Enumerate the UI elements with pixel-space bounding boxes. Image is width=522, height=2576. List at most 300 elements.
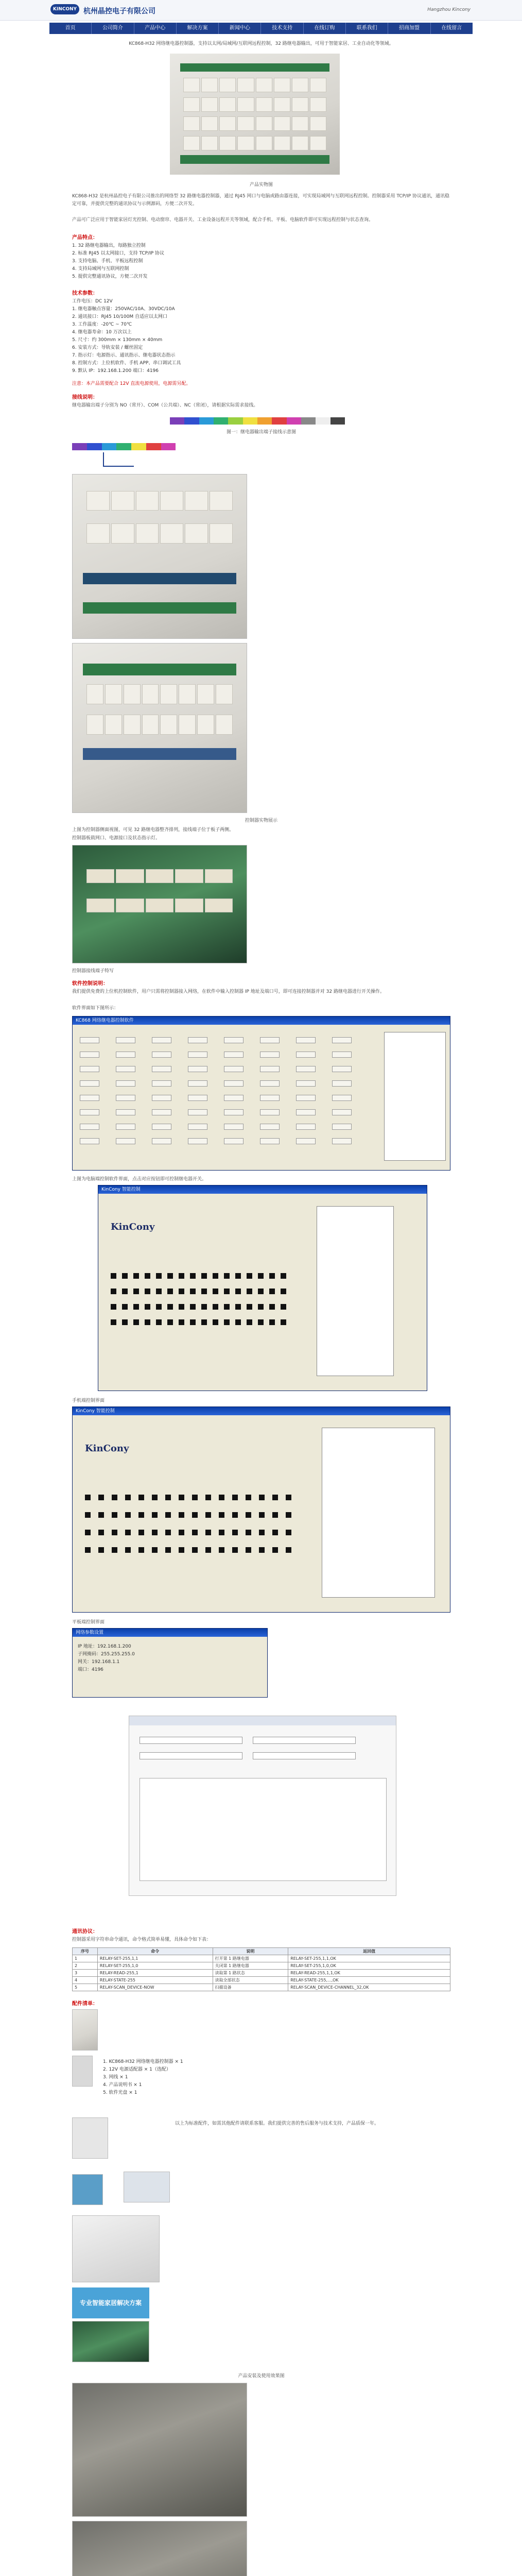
software-title: 软件控制说明： [72,981,108,987]
relay-indicator[interactable] [165,1512,171,1518]
relay-indicator[interactable] [281,1273,286,1279]
relay-indicator[interactable] [213,1289,218,1294]
relay-indicator[interactable] [85,1547,91,1553]
relay-button[interactable] [296,1052,316,1058]
relay-indicator[interactable] [269,1289,275,1294]
log-pane[interactable] [322,1428,435,1598]
relay-indicator[interactable] [167,1319,173,1325]
relay-button[interactable] [224,1037,243,1043]
relay-button[interactable] [116,1066,135,1072]
nav-item-contact[interactable]: 联系我们 [346,23,388,34]
relay-button[interactable] [260,1095,280,1101]
table-cell: RELAY-READ-255,1,1,OK [288,1970,450,1977]
column-header: 序号 [73,1948,98,1955]
table-cell: RELAY-SET-255,1,1 [97,1955,213,1962]
relay-indicator[interactable] [152,1495,158,1500]
accessory-photo-2 [72,2056,93,2087]
log-pane[interactable] [317,1206,394,1376]
form-input[interactable] [140,1752,242,1759]
relay-indicator[interactable] [281,1304,286,1310]
relay-indicator[interactable] [122,1304,128,1310]
wiring-caption: 图一：继电器输出端子接线示意图 [226,430,296,435]
relay-indicator[interactable] [192,1547,198,1553]
relay-indicator[interactable] [224,1273,230,1279]
table-cell: 扫描设备 [213,1984,288,1991]
relay-indicator[interactable] [224,1304,230,1310]
relay-indicator[interactable] [201,1289,207,1294]
relay-indicator[interactable] [224,1319,230,1325]
list-item: 2. 通讯接口：RJ45 10/100M 自适应以太网口 [72,314,167,319]
network-settings-window [72,1628,268,1698]
relay-indicator[interactable] [246,1547,251,1553]
relay-indicator[interactable] [259,1530,265,1535]
relay-indicator[interactable] [156,1273,162,1279]
table-row [73,1962,450,1970]
relay-indicator[interactable] [247,1304,252,1310]
network-field[interactable]: 端口：4196 [78,1667,103,1672]
software-caption-1: 上图为电脑端控制软件界面，点击对应按钮即可控制继电器开关。 [72,1177,207,1182]
relay-button[interactable] [296,1080,316,1087]
relay-indicator[interactable] [258,1319,264,1325]
relay-indicator[interactable] [246,1530,251,1535]
network-field[interactable]: IP 地址：192.168.1.200 [78,1644,131,1649]
relay-button[interactable] [116,1037,135,1043]
relay-button[interactable] [224,1124,243,1130]
product-photo-caption: 产品实物图 [249,182,273,188]
list-item: 4. 继电器寿命：10 万次以上 [72,330,132,335]
site-header [0,0,522,21]
accessory-list [103,2058,183,2097]
network-field[interactable]: 网关：192.168.1.1 [78,1659,120,1665]
relay-indicator[interactable] [205,1495,211,1500]
relay-indicator[interactable] [156,1319,162,1325]
list-item: 7. 指示灯：电源指示、通讯指示、继电器状态指示 [72,353,176,358]
relay-button[interactable] [296,1138,316,1144]
relay-button[interactable] [116,1095,135,1101]
relay-button[interactable] [188,1080,207,1087]
relay-indicator[interactable] [98,1495,104,1500]
relay-button[interactable] [224,1109,243,1115]
relay-indicator[interactable] [111,1273,116,1279]
relay-button[interactable] [188,1124,207,1130]
relay-indicator[interactable] [286,1512,291,1518]
relay-button[interactable] [260,1124,280,1130]
relay-indicator[interactable] [112,1530,117,1535]
relay-indicator[interactable] [192,1495,198,1500]
table-cell: RELAY-SET-255,1,1,OK [288,1955,450,1962]
relay-button[interactable] [296,1037,316,1043]
relay-indicator[interactable] [259,1495,265,1500]
table-cell: 3 [73,1970,98,1977]
relay-indicator[interactable] [190,1289,196,1294]
relay-button[interactable] [80,1138,99,1144]
relay-indicator[interactable] [201,1304,207,1310]
relay-button[interactable] [188,1138,207,1144]
relay-indicator[interactable] [145,1304,150,1310]
list-item: 3. 支持电脑、手机、平板远程控制 [72,259,143,264]
relay-indicator[interactable] [205,1530,211,1535]
relay-button[interactable] [260,1066,280,1072]
relay-button[interactable] [332,1138,352,1144]
relay-indicator[interactable] [122,1273,128,1279]
relay-indicator[interactable] [138,1512,144,1518]
list-item: 4. 支持局域网与互联网控制 [72,266,129,272]
relay-button[interactable] [80,1080,99,1087]
relay-indicator[interactable] [125,1530,131,1535]
relay-indicator[interactable] [235,1273,241,1279]
relay-indicator[interactable] [179,1495,184,1500]
relay-button[interactable] [188,1037,207,1043]
relay-indicator[interactable] [232,1495,238,1500]
form-input[interactable] [140,1737,242,1744]
relay-indicator[interactable] [167,1289,173,1294]
relay-button[interactable] [188,1052,207,1058]
relay-indicator[interactable] [286,1530,291,1535]
list-item: 3. 网线 × 1 [103,2075,128,2080]
relay-button[interactable] [224,1095,243,1101]
relay-indicator[interactable] [145,1319,150,1325]
specs-title: 技术参数： [72,291,98,296]
relay-indicator[interactable] [167,1273,173,1279]
relay-indicator[interactable] [258,1273,264,1279]
table-cell: RELAY-SET-255,1,0 [97,1962,213,1970]
relay-indicator[interactable] [112,1495,117,1500]
column-header: 命令 [97,1948,213,1955]
accessories-title: 配件清单： [72,2001,98,2007]
device-photo-2 [72,643,247,813]
relay-indicator[interactable] [152,1530,158,1535]
relay-indicator[interactable] [133,1289,139,1294]
relay-indicator[interactable] [219,1547,224,1553]
relay-button[interactable] [332,1109,352,1115]
list-item: 工作电压：DC 12V [72,299,113,304]
relay-indicator[interactable] [179,1304,184,1310]
relay-button[interactable] [332,1080,352,1087]
column-header: 说明 [213,1948,288,1955]
relay-indicator[interactable] [133,1319,139,1325]
relay-indicator[interactable] [247,1289,252,1294]
relay-indicator[interactable] [179,1289,184,1294]
relay-indicator[interactable] [85,1512,91,1518]
relay-button[interactable] [332,1066,352,1072]
relay-indicator[interactable] [85,1530,91,1535]
relay-indicator[interactable] [219,1512,224,1518]
software-window-1 [72,1016,450,1171]
desc-paragraph-2: 产品可广泛应用于智能家居灯光控制、电动窗帘、电器开关、工业设备远程开关等领域，配合手机、平板、电脑软件即可实现远程控制与状态查询。 [72,217,374,223]
specs-list [72,298,450,375]
protocol-table [72,1947,450,1991]
relay-indicator[interactable] [205,1512,211,1518]
relay-indicator[interactable] [111,1304,116,1310]
relay-indicator[interactable] [125,1547,131,1553]
list-item: 5. 尺寸：约 300mm × 130mm × 40mm [72,337,163,343]
company-name: 杭州晶控电子有限公司 [83,7,155,15]
wire-line [103,466,134,467]
table-row [73,1977,450,1984]
accessory-photo-4 [72,2174,103,2205]
relay-indicator[interactable] [125,1495,131,1500]
relay-indicator[interactable] [213,1304,218,1310]
relay-indicator[interactable] [192,1512,198,1518]
relay-button[interactable] [188,1095,207,1101]
relay-indicator[interactable] [138,1547,144,1553]
relay-indicator[interactable] [152,1512,158,1518]
board-photo [72,2321,149,2362]
relay-indicator[interactable] [112,1547,117,1553]
relay-indicator[interactable] [213,1273,218,1279]
relay-button[interactable] [224,1052,243,1058]
relay-indicator[interactable] [232,1512,238,1518]
nav-item-support[interactable]: 技术支持 [261,23,303,34]
relay-button[interactable] [260,1037,280,1043]
relay-indicator[interactable] [272,1530,278,1535]
relay-indicator[interactable] [190,1273,196,1279]
relay-indicator[interactable] [258,1304,264,1310]
relay-button[interactable] [116,1138,135,1144]
relay-indicator[interactable] [165,1495,171,1500]
list-item: 5. 提供完整通讯协议，方便二次开发 [72,274,148,279]
relay-indicator[interactable] [179,1512,184,1518]
nav-item-solutions[interactable]: 解决方案 [177,23,219,34]
relay-button[interactable] [332,1052,352,1058]
table-cell: 读取全部状态 [213,1977,288,1984]
table-cell: 4 [73,1977,98,1984]
relay-indicator[interactable] [179,1273,184,1279]
relay-indicator[interactable] [269,1273,275,1279]
relay-indicator[interactable] [152,1547,158,1553]
relay-button[interactable] [260,1052,280,1058]
nav-item-join[interactable]: 招商加盟 [388,23,430,34]
relay-indicator[interactable] [281,1319,286,1325]
relay-button[interactable] [296,1109,316,1115]
nav-item-message[interactable]: 在线留言 [441,25,462,31]
relay-indicator[interactable] [145,1273,150,1279]
relay-button[interactable] [152,1109,171,1115]
wiring-color-strip [170,417,345,425]
relay-button[interactable] [260,1138,280,1144]
relay-indicator[interactable] [138,1530,144,1535]
relay-indicator[interactable] [167,1304,173,1310]
kincony-logo: KinCony [85,1443,129,1454]
relay-indicator[interactable] [247,1273,252,1279]
main-nav [49,23,473,34]
relay-indicator[interactable] [272,1547,278,1553]
relay-indicator[interactable] [235,1289,241,1294]
relay-button[interactable] [152,1037,171,1043]
table-cell: 读取第 1 路状态 [213,1970,288,1977]
form-header [129,1716,396,1725]
relay-button[interactable] [116,1080,135,1087]
software-paragraph-1: 我们提供免费的上位机控制软件，用户只需将控制器接入网络，在软件中输入控制器 IP 地址及端口号，即可连接控制器并对 32 路继电器进行开关操作。 [72,989,385,994]
relay-indicator[interactable] [235,1304,241,1310]
window-title: KinCony 智能控制 [98,1185,427,1194]
kincony-logo: KinCony [111,1222,155,1232]
table-cell: 关闭第 1 路继电器 [213,1962,288,1970]
relay-button[interactable] [80,1109,99,1115]
form-input[interactable] [253,1737,356,1744]
relay-button[interactable] [224,1066,243,1072]
relay-indicator[interactable] [219,1530,224,1535]
relay-indicator[interactable] [125,1512,131,1518]
relay-indicator[interactable] [190,1319,196,1325]
table-cell: 1 [73,1955,98,1962]
relay-indicator[interactable] [156,1304,162,1310]
assembly-photo-1 [72,2383,247,2517]
relay-indicator[interactable] [98,1547,104,1553]
relay-indicator[interactable] [85,1495,91,1500]
relay-button[interactable] [188,1066,207,1072]
list-item: 2. 标准 RJ45 以太网接口，支持 TCP/IP 协议 [72,251,165,256]
relay-button[interactable] [260,1080,280,1087]
relay-indicator[interactable] [219,1495,224,1500]
relay-button[interactable] [80,1052,99,1058]
list-item: 1. 32 路继电器输出，每路独立控制 [72,243,146,248]
relay-button[interactable] [152,1095,171,1101]
relay-button[interactable] [332,1037,352,1043]
intro-text: KC868-H32 网络继电器控制器，支持以太网/局域网/互联网远程控制，32 路继电器输出，可用于智能家居、工业自动化等领域。 [129,41,394,46]
relay-button[interactable] [116,1052,135,1058]
relay-indicator[interactable] [122,1289,128,1294]
photo-caption-1: 控制器实物展示 [245,818,277,823]
relay-indicator[interactable] [281,1289,286,1294]
header-slogan: Hangzhou Kincony [427,7,471,12]
nav-item-order[interactable]: 在线订购 [304,23,346,34]
assembly-photo-2 [72,2521,247,2576]
relay-indicator[interactable] [232,1547,238,1553]
relay-indicator[interactable] [98,1512,104,1518]
table-cell: 5 [73,1984,98,1991]
form-input[interactable] [253,1752,356,1759]
relay-button[interactable] [296,1124,316,1130]
network-field[interactable]: 子网掩码：255.255.255.0 [78,1652,135,1657]
relay-button[interactable] [80,1095,99,1101]
list-item: 5. 软件光盘 × 1 [103,2090,137,2095]
relay-button[interactable] [188,1109,207,1115]
logo[interactable]: KINCONY [50,4,79,14]
relay-indicator[interactable] [179,1547,184,1553]
relay-indicator[interactable] [165,1530,171,1535]
software-caption-2: 手机端控制界面 [72,1398,105,1403]
relay-indicator[interactable] [269,1304,275,1310]
relay-indicator[interactable] [122,1319,128,1325]
list-item: 1. 继电器触点容量：250VAC/10A、30VDC/10A [72,307,175,312]
window-title: 网络参数设置 [73,1629,267,1637]
relay-indicator[interactable] [247,1319,252,1325]
relay-indicator[interactable] [111,1289,116,1294]
list-item: 2. 12V 电源适配器 × 1（选配） [103,2067,171,2072]
relay-indicator[interactable] [156,1289,162,1294]
relay-indicator[interactable] [258,1289,264,1294]
relay-indicator[interactable] [201,1319,207,1325]
assembly-caption: 产品安装及使用效果图 [238,2374,285,2379]
relay-button[interactable] [152,1080,171,1087]
relay-button[interactable] [80,1066,99,1072]
nav-item-about[interactable]: 公司简介 [92,23,134,34]
device-photo-3 [72,845,247,963]
relay-indicator[interactable] [190,1304,196,1310]
table-cell: 打开第 1 路继电器 [213,1955,288,1962]
terminal-color-strip [72,443,190,450]
relay-indicator[interactable] [272,1512,278,1518]
relay-indicator[interactable] [246,1512,251,1518]
nav-item-home[interactable]: 首页 [49,23,92,34]
relay-button[interactable] [80,1124,99,1130]
software-window-2 [98,1185,427,1391]
window-title: KC868 网络继电器控制软件 [73,1016,450,1025]
relay-indicator[interactable] [179,1530,184,1535]
relay-indicator[interactable] [232,1530,238,1535]
relay-indicator[interactable] [259,1512,265,1518]
relay-indicator[interactable] [224,1289,230,1294]
relay-indicator[interactable] [259,1547,265,1553]
list-item: 4. 产品说明书 × 1 [103,2082,142,2088]
relay-button[interactable] [224,1080,243,1087]
table-cell: RELAY-SCAN_DEVICE-CHANNEL_32,OK [288,1984,450,1991]
column-header: 返回值 [288,1948,450,1955]
relay-indicator[interactable] [286,1547,291,1553]
relay-indicator[interactable] [133,1304,139,1310]
nav-item-products[interactable]: 产品中心 [134,23,177,34]
relay-indicator[interactable] [138,1495,144,1500]
relay-button[interactable] [224,1138,243,1144]
relay-button[interactable] [152,1124,171,1130]
relay-indicator[interactable] [98,1530,104,1535]
relay-indicator[interactable] [213,1319,218,1325]
solution-banner: 专业智能家居解决方案 [72,2287,149,2318]
relay-indicator[interactable] [286,1495,291,1500]
device-photo-1 [72,474,247,639]
features-list [72,242,450,281]
relay-indicator[interactable] [111,1319,116,1325]
relay-button[interactable] [152,1138,171,1144]
relay-indicator[interactable] [201,1273,207,1279]
relay-button[interactable] [260,1109,280,1115]
relay-button[interactable] [332,1124,352,1130]
relay-button[interactable] [116,1124,135,1130]
relay-indicator[interactable] [112,1512,117,1518]
relay-indicator[interactable] [235,1319,241,1325]
relay-button[interactable] [332,1095,352,1101]
relay-indicator[interactable] [133,1273,139,1279]
relay-indicator[interactable] [205,1547,211,1553]
log-pane[interactable] [384,1032,446,1161]
relay-indicator[interactable] [246,1495,251,1500]
nav-item-news[interactable]: 新闻中心 [219,23,261,34]
features-title: 产品特点： [72,235,98,241]
relay-button[interactable] [116,1109,135,1115]
specs-note: 注意：本产品需要配合 12V 直流电源使用，电源需另配。 [72,381,191,386]
accessory-photo-3 [72,2117,108,2159]
relay-button[interactable] [296,1066,316,1072]
relay-button[interactable] [152,1066,171,1072]
relay-button[interactable] [80,1037,99,1043]
relay-indicator[interactable] [179,1319,184,1325]
accessory-description: 以上为标准配件，如需其他配件请联系客服。我们提供完善的售后服务与技术支持，产品质保一年。 [175,2121,379,2126]
relay-button[interactable] [152,1052,171,1058]
list-item: 1. KC868-H32 网络继电器控制器 × 1 [103,2059,183,2064]
relay-indicator[interactable] [269,1319,275,1325]
relay-button[interactable] [296,1095,316,1101]
product-photo-main [170,54,340,175]
relay-indicator[interactable] [272,1495,278,1500]
list-item: 8. 控制方式：上位机软件、手机 APP、串口调试工具 [72,361,181,366]
relay-indicator[interactable] [145,1289,150,1294]
relay-indicator[interactable] [192,1530,198,1535]
accessory-photo-1 [72,2009,98,2050]
list-item: 6. 安装方式：导轨安装 / 螺丝固定 [72,345,143,350]
relay-indicator[interactable] [165,1547,171,1553]
list-item: 3. 工作温度：-20℃ ~ 70℃ [72,322,132,327]
